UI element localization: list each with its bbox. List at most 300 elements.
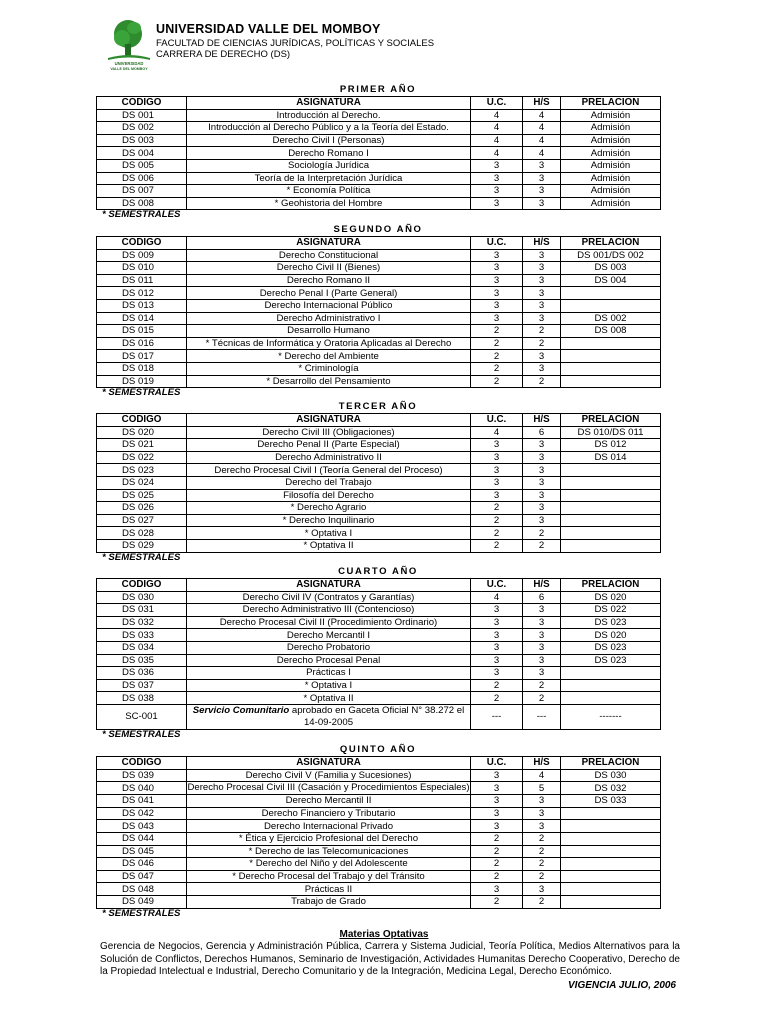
year-title: SEGUNDO AÑO [333, 224, 423, 235]
table-row [97, 604, 661, 617]
column-header: U.C. [471, 757, 523, 770]
table-row [97, 782, 661, 795]
course-code: DS 049 [97, 895, 187, 908]
prerequisite [561, 667, 661, 680]
table-header-row [97, 414, 661, 427]
semestrales-note: * SEMESTRALES [102, 552, 181, 563]
table-row [97, 375, 661, 388]
hours-per-week: 4 [523, 134, 561, 147]
credit-units: 3 [471, 312, 523, 325]
credit-units: 3 [471, 464, 523, 477]
column-header: U.C. [471, 579, 523, 592]
table-row [97, 464, 661, 477]
course-code: DS 025 [97, 489, 187, 502]
credit-units: 2 [471, 832, 523, 845]
hours-per-week: 3 [523, 883, 561, 896]
prerequisite: DS 002 [561, 312, 661, 325]
column-header: CODIGO [97, 237, 187, 250]
course-code: DS 039 [97, 769, 187, 782]
column-header: H/S [523, 97, 561, 110]
curriculum-table [96, 413, 661, 553]
table-row [97, 274, 661, 287]
prerequisite: DS 023 [561, 641, 661, 654]
course-code: DS 008 [97, 197, 187, 210]
course-code: DS 018 [97, 362, 187, 375]
course-code: DS 044 [97, 832, 187, 845]
table-row [97, 476, 661, 489]
prerequisite [561, 362, 661, 375]
table-row [97, 616, 661, 629]
prerequisite [561, 502, 661, 515]
column-header: U.C. [471, 97, 523, 110]
credit-units: 3 [471, 159, 523, 172]
course-code: DS 010 [97, 262, 187, 275]
prerequisite [561, 883, 661, 896]
prerequisite: DS 012 [561, 439, 661, 452]
prerequisite: DS 023 [561, 654, 661, 667]
prerequisite [561, 820, 661, 833]
hours-per-week: 3 [523, 249, 561, 262]
course-name: Derecho Romano II [187, 274, 471, 287]
course-name: * Geohistoria del Hombre [187, 197, 471, 210]
service-prelacion: ------- [561, 704, 661, 729]
course-name: Derecho Penal I (Parte General) [187, 287, 471, 300]
credit-units: 3 [471, 795, 523, 808]
table-row [97, 134, 661, 147]
hours-per-week: 3 [523, 616, 561, 629]
table-row [97, 489, 661, 502]
hours-per-week: 3 [523, 451, 561, 464]
credit-units: 3 [471, 807, 523, 820]
hours-per-week: 2 [523, 527, 561, 540]
table-row [97, 287, 661, 300]
hours-per-week: 2 [523, 692, 561, 705]
hours-per-week: 3 [523, 197, 561, 210]
table-row [97, 591, 661, 604]
prerequisite: Admisión [561, 159, 661, 172]
table-header-row [97, 757, 661, 770]
course-name: Sociología Jurídica [187, 159, 471, 172]
course-name: Derecho Internacional Público [187, 299, 471, 312]
credit-units: 3 [471, 641, 523, 654]
hours-per-week: 3 [523, 667, 561, 680]
prerequisite: Admisión [561, 185, 661, 198]
prerequisite: DS 003 [561, 262, 661, 275]
hours-per-week: 3 [523, 362, 561, 375]
course-name: Derecho Internacional Privado [187, 820, 471, 833]
credit-units: 2 [471, 692, 523, 705]
credit-units: 2 [471, 539, 523, 552]
prerequisite [561, 514, 661, 527]
document-header [104, 16, 704, 76]
credit-units: 3 [471, 654, 523, 667]
prerequisite: DS 014 [561, 451, 661, 464]
table-row [97, 845, 661, 858]
semestrales-note: * SEMESTRALES [102, 387, 181, 398]
prerequisite: Admisión [561, 147, 661, 160]
course-name: * Derecho Inquilinario [187, 514, 471, 527]
table-row [97, 502, 661, 515]
course-code: DS 048 [97, 883, 187, 896]
table-row [97, 820, 661, 833]
course-code: DS 040 [97, 782, 187, 795]
course-name: Derecho Procesal Civil I (Teoría General del Proceso) [187, 464, 471, 477]
service-name-bold: Servicio Comunitario [192, 704, 290, 716]
course-name: Derecho Administrativo I [187, 312, 471, 325]
course-name: Derecho Administrativo III (Contencioso) [187, 604, 471, 617]
table-row [97, 426, 661, 439]
course-code: DS 009 [97, 249, 187, 262]
hours-per-week: 6 [523, 591, 561, 604]
hours-per-week: 3 [523, 807, 561, 820]
table-row [97, 159, 661, 172]
prerequisite: Admisión [561, 197, 661, 210]
prerequisite [561, 807, 661, 820]
service-name-rest: aprobado en Gaceta Oficial N° 38.272 el 14-09-2005 [289, 704, 465, 728]
credit-units: 4 [471, 426, 523, 439]
column-header: CODIGO [97, 579, 187, 592]
table-row [97, 807, 661, 820]
prerequisite [561, 299, 661, 312]
hours-per-week: 3 [523, 820, 561, 833]
column-header: U.C. [471, 237, 523, 250]
table-row [97, 312, 661, 325]
course-name: * Economía Política [187, 185, 471, 198]
course-code: DS 046 [97, 858, 187, 871]
credit-units: 3 [471, 616, 523, 629]
hours-per-week: 3 [523, 641, 561, 654]
semestrales-note: * SEMESTRALES [102, 908, 181, 919]
course-name: Derecho Mercantil I [187, 629, 471, 642]
prerequisite: Admisión [561, 172, 661, 185]
hours-per-week: 3 [523, 350, 561, 363]
prerequisite: Admisión [561, 122, 661, 135]
course-name: Derecho Mercantil II [187, 795, 471, 808]
course-code: DS 037 [97, 679, 187, 692]
credit-units: 2 [471, 362, 523, 375]
course-code: DS 005 [97, 159, 187, 172]
course-name: Derecho Constitucional [187, 249, 471, 262]
table-row [97, 109, 661, 122]
course-code: DS 007 [97, 185, 187, 198]
course-name: Derecho Civil II (Bienes) [187, 262, 471, 275]
curriculum-table [96, 578, 661, 730]
column-header: H/S [523, 414, 561, 427]
hours-per-week: 3 [523, 514, 561, 527]
course-code: DS 001 [97, 109, 187, 122]
hours-per-week: 4 [523, 122, 561, 135]
table-row [97, 654, 661, 667]
semestrales-note: * SEMESTRALES [102, 729, 181, 740]
course-name: Derecho Penal II (Parte Especial) [187, 439, 471, 452]
course-name: Derecho Procesal Civil III (Casación y Procedimientos Especiales) [187, 782, 470, 794]
course-name: Derecho del Trabajo [187, 476, 471, 489]
prerequisite: DS 008 [561, 325, 661, 338]
prerequisite [561, 476, 661, 489]
course-name: * Derecho del Ambiente [187, 350, 471, 363]
course-code: DS 003 [97, 134, 187, 147]
hours-per-week: 3 [523, 629, 561, 642]
prerequisite: DS 033 [561, 795, 661, 808]
hours-per-week: 4 [523, 109, 561, 122]
year-title: CUARTO AÑO [338, 566, 418, 577]
credit-units: 3 [471, 667, 523, 680]
column-header: PRELACION [561, 237, 661, 250]
hours-per-week: 3 [523, 262, 561, 275]
hours-per-week: 3 [523, 604, 561, 617]
year-title: QUINTO AÑO [339, 744, 417, 755]
prerequisite [561, 350, 661, 363]
table-row [97, 679, 661, 692]
credit-units: 4 [471, 147, 523, 160]
prerequisite [561, 692, 661, 705]
table-row [97, 641, 661, 654]
credit-units: 3 [471, 769, 523, 782]
column-header: ASIGNATURA [187, 414, 471, 427]
prerequisite [561, 845, 661, 858]
course-name: Derecho Romano I [187, 147, 471, 160]
table-row [97, 172, 661, 185]
course-name: Derecho Administrativo II [187, 451, 471, 464]
prerequisite [561, 337, 661, 350]
course-code: DS 022 [97, 451, 187, 464]
logo-text-bottom: VALLE DEL MOMBOY [110, 67, 148, 71]
optativas-text: Gerencia de Negocios, Gerencia y Administración Pública, Carrera y Sistema Judicial, Teoría Política, Medios Alternativos para la Solución de Conflictos, Derechos Humanos, Seminario de Investigación, Actividades Humanitas Derecho Cooperativo, Derecho de la Propiedad Intelectual e Industrial, Derecho Comunitario y de la Integración, Medicina Legal, Derecho Económico. [100, 941, 680, 978]
year-title: PRIMER AÑO [339, 84, 417, 95]
table-header-row [97, 237, 661, 250]
university-name: UNIVERSIDAD VALLE DEL MOMBOY [156, 22, 381, 36]
course-name: Derecho Civil V (Familia y Sucesiones) [187, 769, 471, 782]
service-hs: --- [523, 704, 561, 729]
course-name: Derecho Procesal Civil II (Procedimiento Ordinario) [187, 616, 471, 629]
prerequisite [561, 832, 661, 845]
course-code: DS 004 [97, 147, 187, 160]
service-uc: --- [471, 704, 523, 729]
prerequisite [561, 858, 661, 871]
column-header: PRELACION [561, 414, 661, 427]
course-code: DS 006 [97, 172, 187, 185]
credit-units: 2 [471, 845, 523, 858]
credit-units: 2 [471, 514, 523, 527]
credit-units: 3 [471, 883, 523, 896]
table-header-row [97, 579, 661, 592]
credit-units: 2 [471, 502, 523, 515]
credit-units: 2 [471, 870, 523, 883]
credit-units: 3 [471, 249, 523, 262]
hours-per-week: 2 [523, 679, 561, 692]
column-header: CODIGO [97, 414, 187, 427]
course-code: DS 013 [97, 299, 187, 312]
hours-per-week: 3 [523, 502, 561, 515]
table-row [97, 539, 661, 552]
hours-per-week: 4 [523, 147, 561, 160]
course-name: Desarrollo Humano [187, 325, 471, 338]
course-name: Derecho Civil I (Personas) [187, 134, 471, 147]
credit-units: 2 [471, 527, 523, 540]
curriculum-table [96, 756, 661, 909]
curriculum-table [96, 96, 661, 210]
credit-units: 2 [471, 375, 523, 388]
course-code: DS 028 [97, 527, 187, 540]
course-code: DS 032 [97, 616, 187, 629]
hours-per-week: 3 [523, 274, 561, 287]
table-row [97, 667, 661, 680]
course-name: Introducción al Derecho. [187, 109, 471, 122]
table-row [97, 514, 661, 527]
prerequisite [561, 539, 661, 552]
prerequisite [561, 375, 661, 388]
credit-units: 3 [471, 782, 523, 795]
credit-units: 3 [471, 185, 523, 198]
table-row [97, 692, 661, 705]
credit-units: 2 [471, 325, 523, 338]
table-row [97, 185, 661, 198]
course-code: DS 027 [97, 514, 187, 527]
hours-per-week: 2 [523, 375, 561, 388]
table-row [97, 147, 661, 160]
prerequisite [561, 870, 661, 883]
credit-units: 3 [471, 451, 523, 464]
course-code: DS 038 [97, 692, 187, 705]
hours-per-week: 3 [523, 287, 561, 300]
vigencia-date: VIGENCIA JULIO, 2006 [568, 980, 676, 991]
course-code: DS 029 [97, 539, 187, 552]
hours-per-week: 2 [523, 539, 561, 552]
column-header: CODIGO [97, 757, 187, 770]
prerequisite [561, 287, 661, 300]
course-code: DS 033 [97, 629, 187, 642]
course-code: DS 031 [97, 604, 187, 617]
hours-per-week: 6 [523, 426, 561, 439]
credit-units: 2 [471, 858, 523, 871]
hours-per-week: 2 [523, 858, 561, 871]
hours-per-week: 5 [523, 782, 561, 795]
credit-units: 3 [471, 629, 523, 642]
prerequisite [561, 527, 661, 540]
hours-per-week: 3 [523, 312, 561, 325]
course-name: Filosofía del Derecho [187, 489, 471, 502]
course-code: DS 026 [97, 502, 187, 515]
course-code: DS 035 [97, 654, 187, 667]
credit-units: 3 [471, 197, 523, 210]
optativas-title: Materias Optativas [339, 929, 429, 940]
hours-per-week: 2 [523, 895, 561, 908]
column-header: ASIGNATURA [187, 757, 471, 770]
table-row [97, 262, 661, 275]
prerequisite: DS 023 [561, 616, 661, 629]
hours-per-week: 3 [523, 476, 561, 489]
column-header: PRELACION [561, 579, 661, 592]
course-name: Prácticas I [187, 667, 471, 680]
table-row [97, 299, 661, 312]
prerequisite: Admisión [561, 134, 661, 147]
prerequisite: DS 020 [561, 629, 661, 642]
course-code: DS 045 [97, 845, 187, 858]
course-name: Trabajo de Grado [187, 895, 471, 908]
hours-per-week: 2 [523, 832, 561, 845]
table-row [97, 197, 661, 210]
course-code: DS 014 [97, 312, 187, 325]
table-row [97, 451, 661, 464]
prerequisite: DS 004 [561, 274, 661, 287]
prerequisite: Admisión [561, 109, 661, 122]
course-name: * Optativa II [187, 539, 471, 552]
credit-units: 2 [471, 350, 523, 363]
course-code: DS 011 [97, 274, 187, 287]
course-code: DS 002 [97, 122, 187, 135]
credit-units: 3 [471, 604, 523, 617]
prerequisite: DS 032 [561, 782, 661, 795]
prerequisite: DS 022 [561, 604, 661, 617]
credit-units: 3 [471, 820, 523, 833]
credit-units: 2 [471, 337, 523, 350]
hours-per-week: 3 [523, 159, 561, 172]
course-name: * Derecho de las Telecomunicaciones [187, 845, 471, 858]
hours-per-week: 2 [523, 870, 561, 883]
table-row [97, 895, 661, 908]
hours-per-week: 3 [523, 185, 561, 198]
column-header: CODIGO [97, 97, 187, 110]
credit-units: 2 [471, 679, 523, 692]
prerequisite: DS 010/DS 011 [561, 426, 661, 439]
table-row [97, 795, 661, 808]
hours-per-week: 2 [523, 325, 561, 338]
course-code: DS 036 [97, 667, 187, 680]
column-header: H/S [523, 237, 561, 250]
course-name: * Ética y Ejercicio Profesional del Derecho [187, 832, 471, 845]
column-header: ASIGNATURA [187, 237, 471, 250]
hours-per-week: 3 [523, 489, 561, 502]
service-name [187, 704, 471, 729]
course-name: * Derecho Agrario [187, 502, 471, 515]
course-name: * Criminología [187, 362, 471, 375]
table-row [97, 870, 661, 883]
credit-units: 3 [471, 299, 523, 312]
credit-units: 2 [471, 895, 523, 908]
curriculum-table [96, 236, 661, 388]
table-row [97, 337, 661, 350]
hours-per-week: 2 [523, 845, 561, 858]
hours-per-week: 3 [523, 464, 561, 477]
course-code: DS 024 [97, 476, 187, 489]
credit-units: 3 [471, 274, 523, 287]
course-name: Introducción al Derecho Público y a la Teoría del Estado. [187, 122, 471, 135]
credit-units: 4 [471, 134, 523, 147]
prerequisite [561, 464, 661, 477]
course-name: Derecho Civil III (Obligaciones) [187, 426, 471, 439]
course-code: DS 030 [97, 591, 187, 604]
course-code: DS 015 [97, 325, 187, 338]
prerequisite [561, 679, 661, 692]
credit-units: 3 [471, 439, 523, 452]
column-header: H/S [523, 579, 561, 592]
column-header: U.C. [471, 414, 523, 427]
course-code: DS 042 [97, 807, 187, 820]
hours-per-week: 3 [523, 439, 561, 452]
course-code: DS 023 [97, 464, 187, 477]
course-name: Teoría de la Interpretación Jurídica [187, 172, 471, 185]
column-header: PRELACION [561, 757, 661, 770]
credit-units: 4 [471, 122, 523, 135]
prerequisite: DS 020 [561, 591, 661, 604]
service-row [97, 704, 661, 729]
course-code: DS 047 [97, 870, 187, 883]
table-row [97, 527, 661, 540]
course-code: DS 021 [97, 439, 187, 452]
credit-units: 3 [471, 489, 523, 502]
course-name: * Derecho Procesal del Trabajo y del Tránsito [187, 870, 471, 883]
course-code: DS 019 [97, 375, 187, 388]
